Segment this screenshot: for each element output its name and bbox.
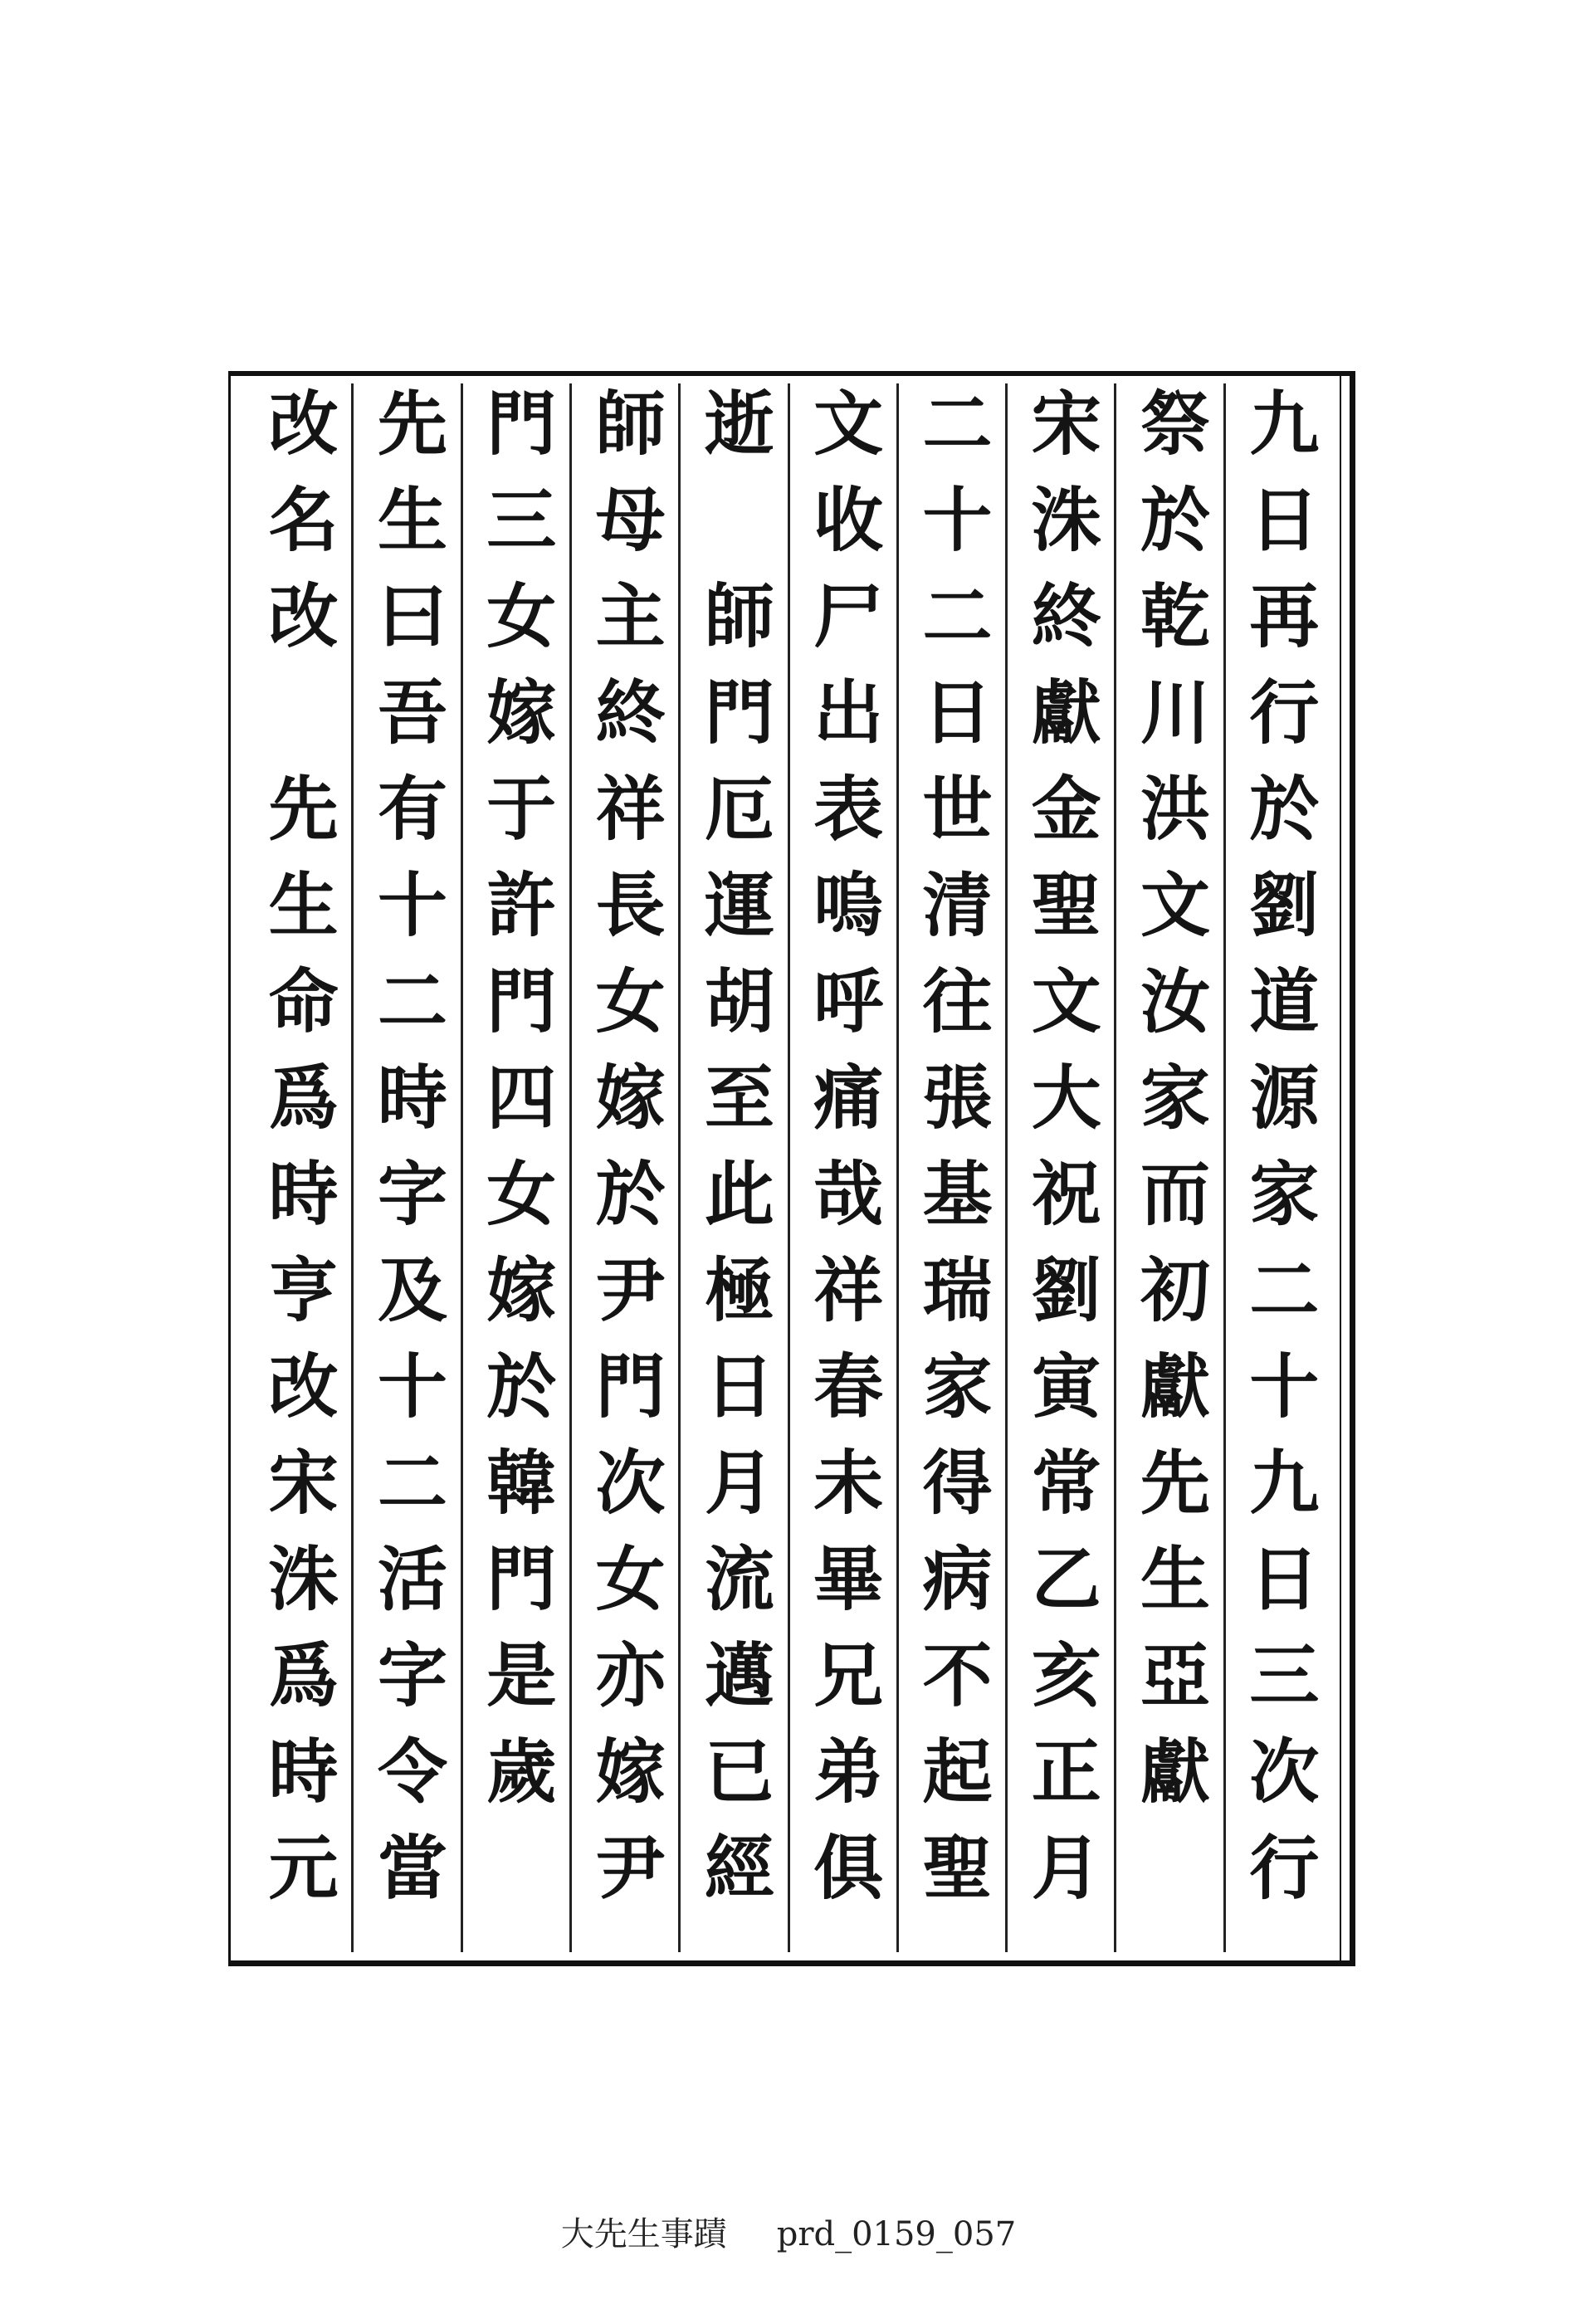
caption-title: 大先生事蹟: [560, 2215, 727, 2253]
column-text: 文收尸出表嗚呼痛哉祥春未畢兄弟俱: [802, 387, 885, 1927]
column-text: 門三女嫁于許門四女嫁於韓門是歲: [475, 387, 558, 1831]
text-column-10: [245, 383, 351, 1952]
text-column-7: [569, 383, 678, 1952]
column-text: 先生曰吾有十二時字及十二活字令當: [366, 387, 449, 1927]
text-column-2: [1114, 383, 1223, 1952]
text-column-6: [678, 383, 787, 1952]
column-text: 二十二日世清往張基瑞家得病不起聖: [911, 387, 994, 1927]
column-text: 宋洙終獻金聖文大祝劉寅常乙亥正月: [1020, 387, 1103, 1927]
text-column-9: [351, 383, 460, 1952]
column-text: 九日再行於劉道源家二十九日三次行: [1238, 387, 1321, 1927]
text-column-3: [1005, 383, 1114, 1952]
column-text: 師母主終祥長女嫁於尹門次女亦嫁尹: [584, 387, 667, 1927]
column-text: 祭於乾川洪文汝家而初獻先生亞獻: [1129, 387, 1212, 1831]
text-column-1: [1223, 383, 1332, 1952]
text-column-5: [788, 383, 896, 1952]
text-column-8: [461, 383, 569, 1952]
page-caption: [0, 2208, 1577, 2255]
text-column-4: [896, 383, 1005, 1952]
column-text: 改名改 先生命爲時亨改宋洙爲時元: [257, 387, 340, 1927]
column-text: 逝 師門厄運胡至此極日月流邁已經: [693, 387, 776, 1927]
text-columns: [245, 383, 1332, 1952]
caption-code: prd_0159_057: [776, 2215, 1017, 2253]
